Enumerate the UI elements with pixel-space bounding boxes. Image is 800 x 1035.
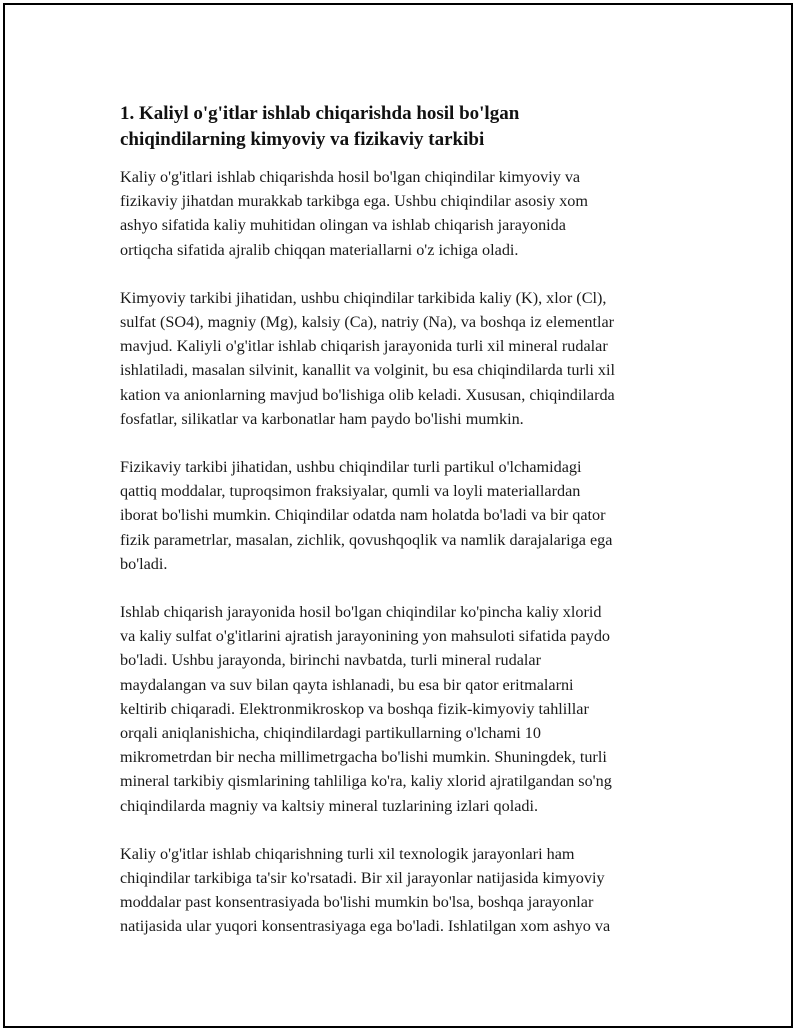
paragraph-line: moddalar past konsentrasiyada bo'lishi mumkin bo'lsa, boshqa jarayonlar — [120, 893, 594, 912]
paragraph-line: bo'ladi. — [120, 554, 168, 573]
paragraph-line: ishlatiladi, masalan silvinit, kanallit va volginit, bu esa chiqindilarda turli xil — [120, 361, 615, 380]
document-body — [120, 101, 685, 963]
paragraph-line: fizikaviy jihatdan murakkab tarkibga ega. Ushbu chiqindilar asosiy xom — [120, 192, 588, 211]
paragraph-line: qattiq moddalar, tuproqsimon fraksiyalar, qumli va loyli materiallardan — [120, 482, 581, 501]
heading-line-2: chiqindilarning kimyoviy va fizikaviy tarkibi — [120, 129, 485, 150]
heading-line-1: 1. Kaliyl o'g'itlar ishlab chiqarishda hosil bo'lgan — [120, 103, 520, 124]
paragraph-line: Fizikaviy tarkibi jihatidan, ushbu chiqindilar turli partikul o'lchamidagi — [120, 458, 582, 477]
paragraph-3 — [120, 455, 685, 576]
paragraph-line: Ishlab chiqarish jarayonida hosil bo'lgan chiqindilar ko'pincha kaliy xlorid — [120, 603, 602, 622]
paragraph-line: ashyo sifatida kaliy muhitidan olingan va ishlab chiqarish jarayonida — [120, 216, 566, 235]
paragraph-line: Kaliy o'g'itlar ishlab chiqarishning turli xil texnologik jarayonlari ham — [120, 844, 575, 863]
paragraph-line: Kaliy o'g'itlari ishlab chiqarishda hosil bo'lgan chiqindilar kimyoviy va — [120, 168, 581, 186]
paragraph-1 — [120, 165, 685, 262]
paragraph-line: mikrometrdan bir necha millimetrgacha bo'lishi mumkin. Shuningdek, turli — [120, 748, 607, 767]
paragraph-line: ortiqcha sifatida ajralib chiqqan materiallarni o'z ichiga oladi. — [120, 240, 519, 259]
paragraph-line: natijasida ular yuqori konsentrasiyaga ega bo'ladi. Ishlatilgan xom ashyo va — [120, 917, 611, 936]
paragraph-line: fosfatlar, silikatlar va karbonatlar ham paydo bo'lishi mumkin. — [120, 409, 524, 428]
paragraph-line: kation va anionlarning mavjud bo'lishiga olib keladi. Xususan, chiqindilarda — [120, 385, 615, 404]
paragraph-line: mavjud. Kaliyli o'g'itlar ishlab chiqarish jarayonida turli xil mineral rudalar — [120, 337, 608, 356]
paragraph-line: orqali aniqlanishicha, chiqindilardagi partikullarning o'lchami 10 — [120, 724, 541, 743]
paragraph-line: Kimyoviy tarkibi jihatidan, ushbu chiqindilar tarkibida kaliy (K), xlor (Cl), — [120, 288, 607, 307]
paragraph-line: keltirib chiqaradi. Elektronmikroskop va boshqa fizik-kimyoviy tahlillar — [120, 699, 589, 718]
paragraph-line: va kaliy sulfat o'g'itlarini ajratish jarayonining yon mahsuloti sifatida paydo — [120, 627, 611, 646]
paragraph-line: iborat bo'lishi mumkin. Chiqindilar odatda nam holatda bo'ladi va bir qator — [120, 506, 606, 525]
page-frame — [3, 3, 793, 1028]
paragraph-2 — [120, 286, 685, 431]
paragraph-line: chiqindilarda magniy va kaltsiy mineral tuzlarining izlari qoladi. — [120, 796, 539, 815]
paragraph-line: fizik parametrlar, masalan, zichlik, qovushqoqlik va namlik darajalariga ega — [120, 530, 613, 549]
paragraph-line: bo'ladi. Ushbu jarayonda, birinchi navbatda, turli mineral rudalar — [120, 651, 541, 670]
paragraph-5 — [120, 842, 685, 939]
paragraph-line: sulfat (SO4), magniy (Mg), kalsiy (Ca), natriy (Na), va boshqa iz elementlar — [120, 313, 615, 332]
paragraph-line: chiqindilar tarkibiga ta'sir ko'rsatadi. Bir xil jarayonlar natijasida kimyoviy — [120, 869, 605, 888]
paragraphs-container — [120, 165, 685, 939]
section-heading — [120, 101, 685, 153]
paragraph-4 — [120, 600, 685, 818]
paragraph-line: mineral tarkibiy qismlarining tahliliga ko'ra, kaliy xlorid ajratilgandan so'ng — [120, 772, 612, 791]
paragraph-line: maydalangan va suv bilan qayta ishlanadi, bu esa bir qator eritmalarni — [120, 675, 574, 694]
